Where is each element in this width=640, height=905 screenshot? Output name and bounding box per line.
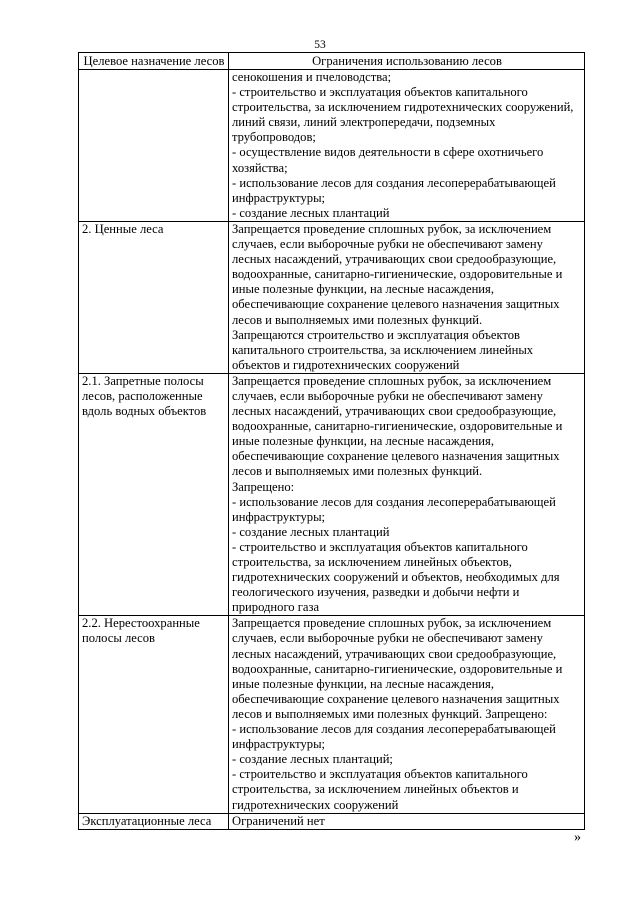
table-row [79, 616, 585, 813]
restriction-line: случаев, если выборочные рубки не обеспечивают замену [232, 388, 543, 403]
restriction-line: - осуществление видов деятельности в сфере охотничьего [232, 145, 544, 160]
cell-restrictions [229, 70, 585, 222]
restriction-line: лесных насаждений, утрачивающих свои средообразующие, [232, 404, 557, 419]
table-row [79, 813, 585, 829]
restriction-line: - использование лесов для создания лесоперерабатывающей [232, 722, 556, 737]
cell-restrictions [229, 813, 585, 829]
forest-restrictions-table [78, 52, 585, 830]
restriction-line: лесов и выполняемых ими полезных функций. Запрещено: [232, 706, 548, 721]
restriction-line: гидротехнических сооружений и объектов, необходимых для [232, 570, 560, 585]
continuation-mark: » [574, 830, 581, 845]
restriction-line: инфраструктуры; [232, 737, 326, 752]
cell-purpose: 2.2. Нерестоохранные полосы лесов [79, 616, 229, 813]
restriction-line: капитального строительства, за исключением линейных [232, 342, 534, 357]
table-header-row [79, 53, 585, 70]
restriction-line: случаев, если выборочные рубки не обеспечивают замену [232, 237, 543, 252]
cell-restrictions [229, 373, 585, 616]
restriction-line: - создание лесных плантаций [232, 524, 390, 539]
cell-purpose: 2. Ценные леса [79, 221, 229, 373]
restriction-line: иные полезные функции, на лесные насаждения, [232, 676, 494, 691]
restriction-line: иные полезные функции, на лесные насаждения, [232, 434, 494, 449]
restriction-line: строительства, за исключением линейных объектов и [232, 782, 519, 797]
restriction-line: Запрещается проведение сплошных рубок, за исключением [232, 221, 552, 236]
restriction-line: водоохранные, санитарно-гигиенические, оздоровительные и [232, 419, 563, 434]
cell-restrictions [229, 221, 585, 373]
restriction-line: - использование лесов для создания лесоперерабатывающей [232, 494, 556, 509]
restriction-line: строительства, за исключением линейных объектов, [232, 555, 512, 569]
restriction-line: объектов и гидротехнических сооружений [232, 357, 460, 372]
restriction-line: инфраструктуры; [232, 190, 326, 205]
table-row [79, 373, 585, 616]
restriction-line: обеспечивающие сохранение целевого назначения защитных [232, 691, 560, 706]
cell-purpose: Эксплуатационные леса [79, 813, 229, 829]
restriction-line: лесов и выполняемых ими полезных функций. [232, 312, 483, 327]
restriction-line: природного газа [232, 600, 320, 615]
restriction-line: Ограничений нет [232, 813, 325, 828]
restriction-line: лесов и выполняемых ими полезных функций. [232, 464, 483, 479]
restriction-line: - создание лесных плантаций [232, 205, 390, 220]
page-number: 53 [314, 39, 326, 51]
restriction-line: Запрещаются строительство и эксплуатация объектов [232, 327, 520, 342]
restriction-line: случаев, если выборочные рубки не обеспечивают замену [232, 631, 543, 646]
header-purpose: Целевое назначение лесов [79, 53, 229, 70]
restriction-line: Запрещается проведение сплошных рубок, за исключением [232, 373, 552, 388]
restriction-line: строительства, за исключением гидротехнических сооружений, [232, 100, 574, 115]
cell-purpose [79, 70, 229, 222]
restriction-line: - строительство и эксплуатация объектов капитального [232, 539, 528, 554]
table-body [79, 70, 585, 830]
restriction-line: геологического изучения, разведки и добычи нефти и [232, 585, 520, 600]
restriction-line: лесных насаждений, утрачивающих свои средообразующие, [232, 646, 557, 661]
restriction-line: водоохранные, санитарно-гигиенические, оздоровительные и [232, 661, 563, 676]
restriction-line: обеспечивающие сохранение целевого назначения защитных [232, 449, 560, 464]
restriction-line: инфраструктуры; [232, 509, 326, 524]
restriction-line: водоохранные, санитарно-гигиенические, оздоровительные и [232, 267, 563, 282]
header-restrictions: Ограничения использованию лесов [229, 53, 585, 70]
table-row [79, 221, 585, 373]
restriction-line: обеспечивающие сохранение целевого назначения защитных [232, 297, 560, 312]
cell-restrictions [229, 616, 585, 813]
table-row [79, 70, 585, 222]
restriction-line: лесных насаждений, утрачивающих свои средообразующие, [232, 252, 557, 267]
cell-purpose: 2.1. Запретные полосы лесов, расположенные вдоль водных объектов [79, 373, 229, 616]
restriction-line: сенокошения и пчеловодства; [232, 70, 392, 84]
restriction-line: Запрещается проведение сплошных рубок, за исключением [232, 616, 552, 631]
restriction-line: - строительство и эксплуатация объектов капитального [232, 767, 528, 782]
restriction-line: Запрещено: [232, 479, 295, 494]
restriction-line: - использование лесов для создания лесоперерабатывающей [232, 175, 556, 190]
restriction-line: - создание лесных плантаций; [232, 752, 393, 767]
restriction-line: хозяйства; [232, 160, 288, 175]
restriction-line: линий связи, линий электропередачи, подземных [232, 115, 496, 130]
restriction-line: гидротехнических сооружений [232, 797, 399, 812]
restriction-line: иные полезные функции, на лесные насаждения, [232, 282, 494, 297]
restriction-line: трубопроводов; [232, 130, 316, 145]
restriction-line: - строительство и эксплуатация объектов капитального [232, 85, 528, 100]
